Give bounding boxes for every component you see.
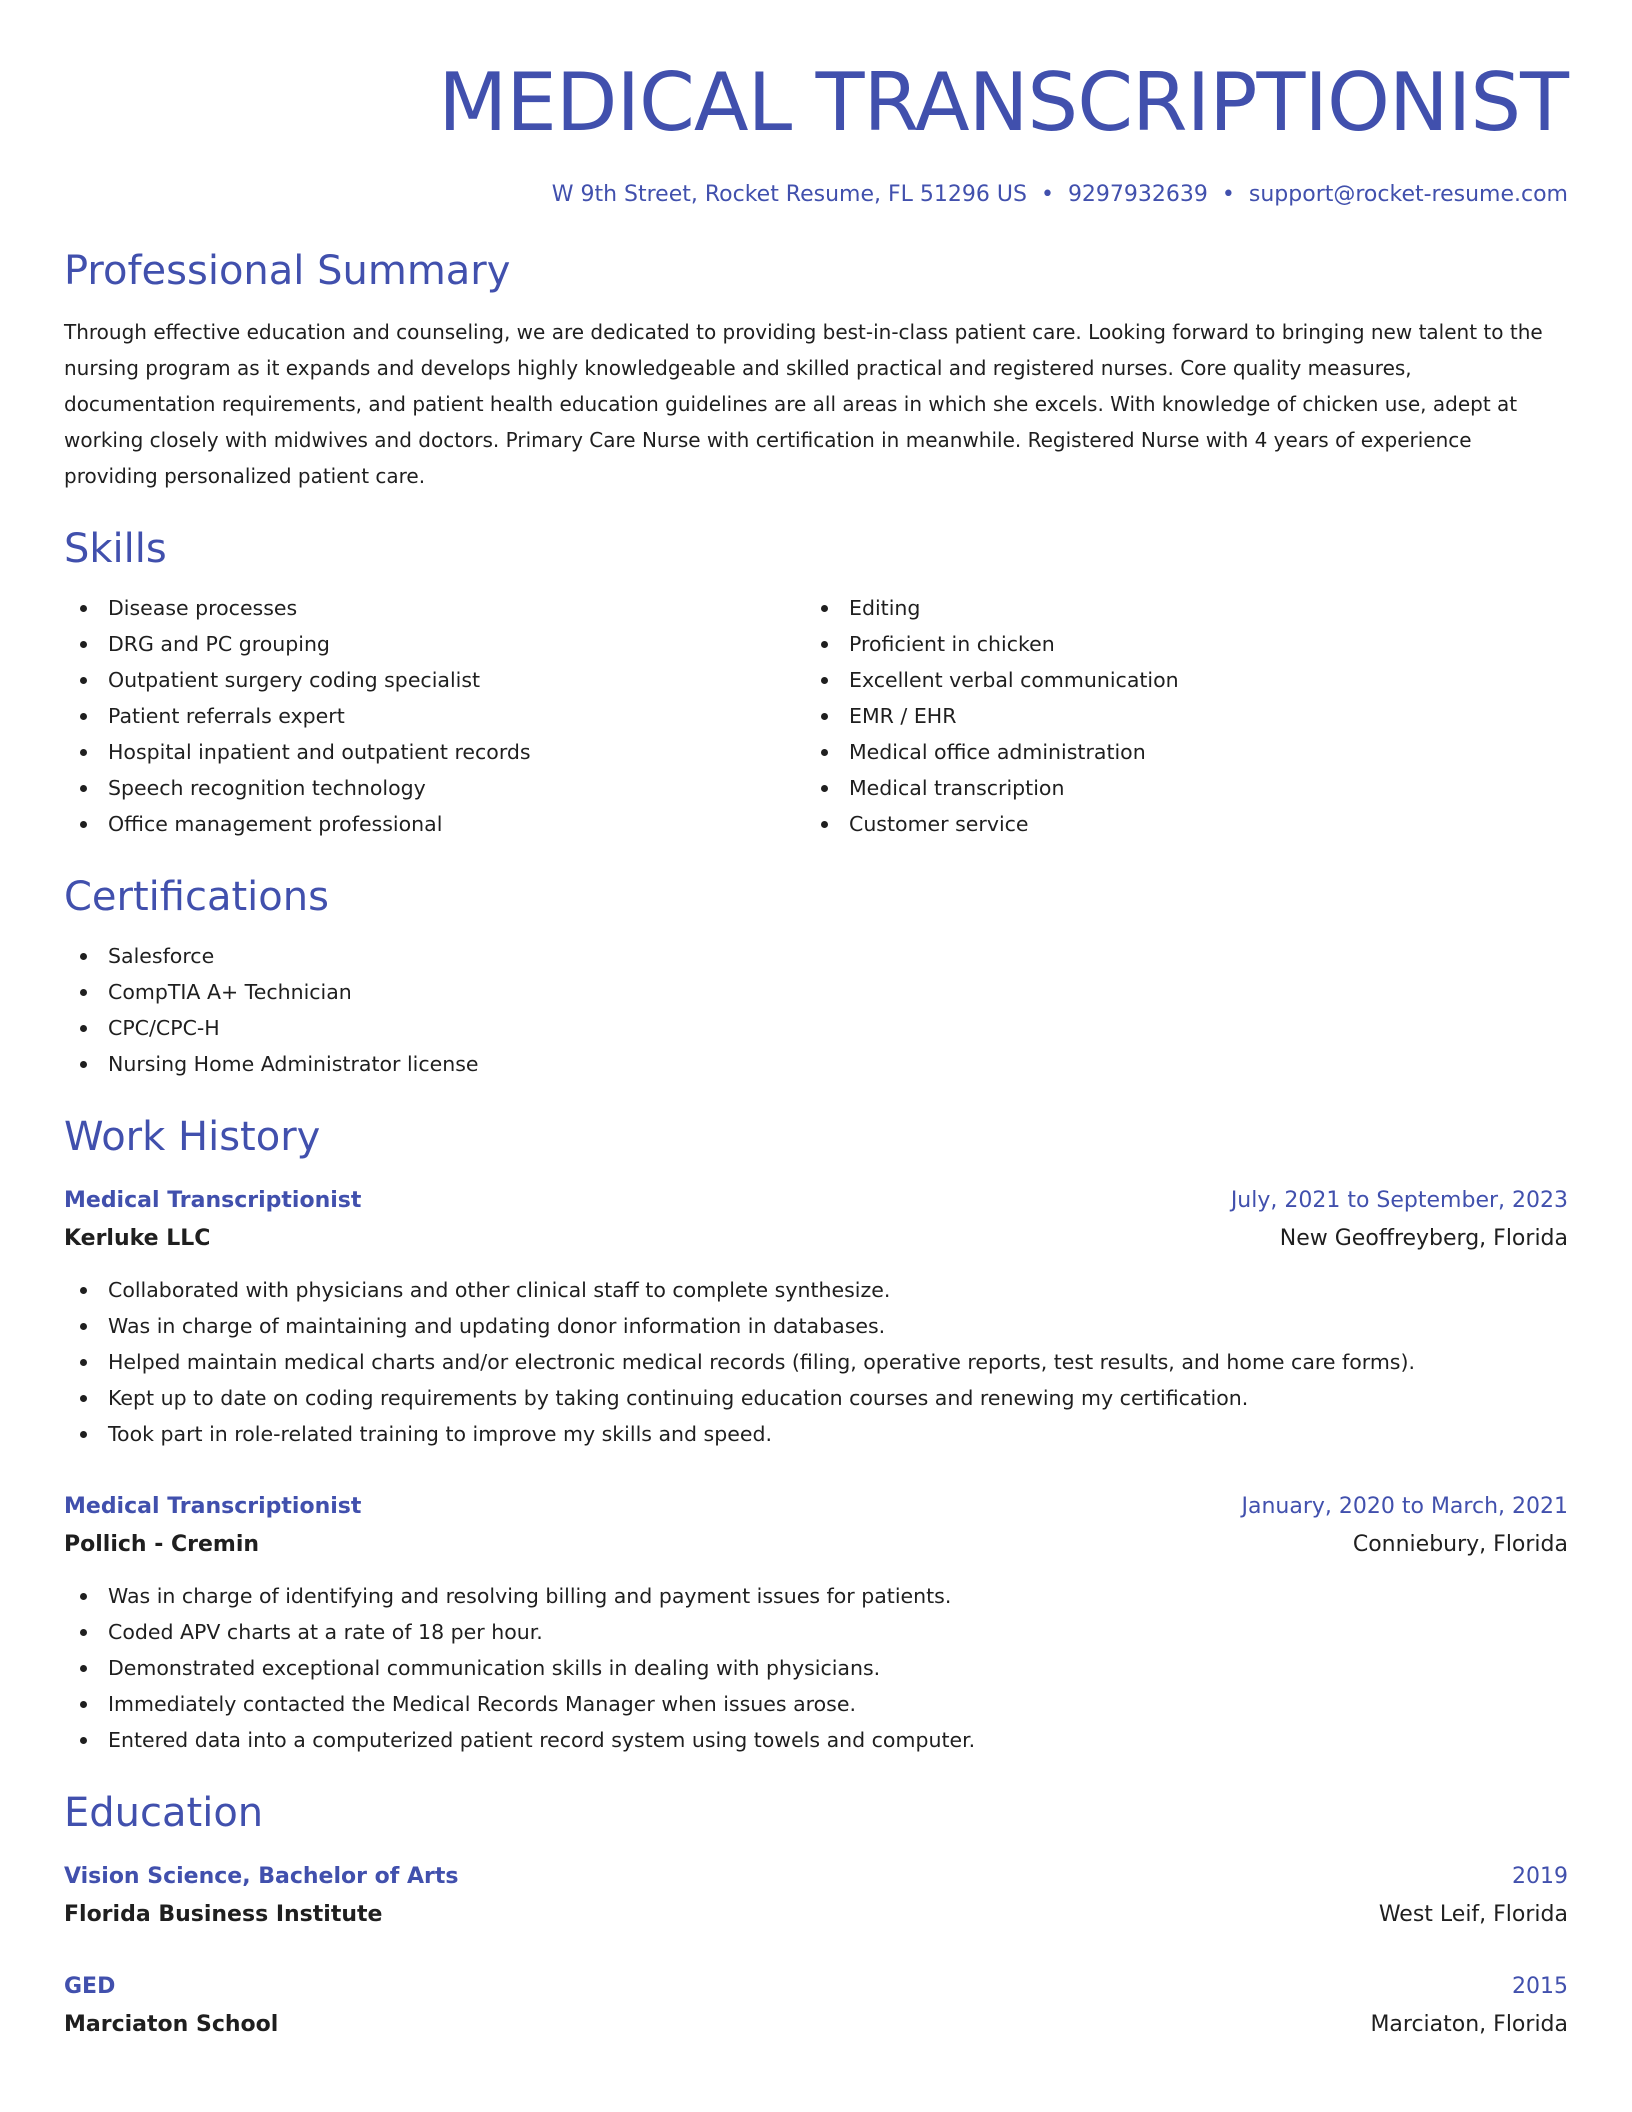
contact-line <box>64 180 1568 210</box>
skills-list-left <box>64 590 805 842</box>
skill-item: Excellent verbal communication <box>805 662 1546 698</box>
job-duty: Helped maintain medical charts and/or electronic medical records (filing, operative reports, test results, and home care forms). <box>64 1344 1568 1380</box>
job-duties-list <box>64 1578 1568 1758</box>
skill-item: Patient referrals expert <box>64 698 805 734</box>
job-company: Kerluke LLC <box>64 1226 211 1251</box>
education-section <box>64 1788 1568 2044</box>
contact-separator: • <box>1040 182 1054 207</box>
skills-title: Skills <box>64 526 167 572</box>
contact-email: support@rocket-resume.com <box>1248 182 1568 207</box>
education-school-row <box>64 1896 1568 1934</box>
job-duties-list <box>64 1272 1568 1452</box>
job-dates: July, 2021 to September, 2023 <box>1230 1188 1568 1213</box>
job-location: New Geoffreyberg, Florida <box>1279 1226 1568 1251</box>
job-role: Medical Transcriptionist <box>64 1188 362 1213</box>
job-duty: Was in charge of identifying and resolving billing and payment issues for patients. <box>64 1578 1568 1614</box>
job-entry <box>64 1182 1568 1452</box>
job-company-row <box>64 1220 1568 1258</box>
education-location: West Leif, Florida <box>1378 1902 1568 1927</box>
skill-item: Hospital inpatient and outpatient records <box>64 734 805 770</box>
skill-item: EMR / EHR <box>805 698 1546 734</box>
skill-item: Office management professional <box>64 806 805 842</box>
certification-item: Nursing Home Administrator license <box>64 1046 1568 1082</box>
skill-item: Customer service <box>805 806 1546 842</box>
summary-text: Through effective education and counseling, we are dedicated to providing best-in-class patient care. Looking forward to bringing new talent to the nursing program as it expands and develops highly knowledgeable and skilled practical and registered nurses. Core quality measures, documentation requirements, and patient health education guidelines are all areas in which she excels. With knowledge of chicken use, adept at working closely with midwives and doctors. Primary Care Nurse with certification in meanwhile. Registered Nurse with 4 years of experience providing personalized patient care. <box>64 320 1543 488</box>
job-duty: Collaborated with physicians and other clinical staff to complete synthesize. <box>64 1272 1568 1308</box>
skills-list-right <box>805 590 1546 842</box>
job-header-row <box>64 1182 1568 1220</box>
job-duty: Took part in role-related training to improve my skills and speed. <box>64 1416 1568 1452</box>
certifications-list <box>64 938 1568 1082</box>
skills-section <box>64 524 1568 842</box>
job-entry <box>64 1488 1568 1758</box>
contact-address: W 9th Street, Rocket Resume, FL 51296 US <box>551 182 1027 207</box>
certification-item: CPC/CPC-H <box>64 1010 1568 1046</box>
education-year: 2019 <box>1512 1864 1568 1889</box>
skill-item: DRG and PC grouping <box>64 626 805 662</box>
work-history-title: Work History <box>64 1114 321 1160</box>
skill-item: Outpatient surgery coding specialist <box>64 662 805 698</box>
job-dates: January, 2020 to March, 2021 <box>1241 1494 1568 1519</box>
skill-item: Disease processes <box>64 590 805 626</box>
certification-item: CompTIA A+ Technician <box>64 974 1568 1010</box>
certifications-section <box>64 872 1568 1082</box>
contact-phone: 9297932639 <box>1067 182 1208 207</box>
job-duty: Kept up to date on coding requirements by taking continuing education courses and renewing my certification. <box>64 1380 1568 1416</box>
education-header-row <box>64 1858 1568 1896</box>
skills-grid <box>64 590 1568 842</box>
job-duty: Was in charge of maintaining and updating donor information in databases. <box>64 1308 1568 1344</box>
contact-separator: • <box>1221 182 1235 207</box>
education-entry <box>64 1968 1568 2044</box>
skill-item: Proficient in chicken <box>805 626 1546 662</box>
job-company-row <box>64 1526 1568 1564</box>
skill-item: Medical transcription <box>805 770 1546 806</box>
education-degree: GED <box>64 1974 116 1999</box>
certifications-title: Certifications <box>64 874 329 920</box>
skill-item: Editing <box>805 590 1546 626</box>
job-role: Medical Transcriptionist <box>64 1494 362 1519</box>
job-location: Conniebury, Florida <box>1352 1532 1568 1557</box>
education-year: 2015 <box>1512 1974 1568 1999</box>
summary-title: Professional Summary <box>64 248 511 294</box>
job-duty: Coded APV charts at a rate of 18 per hour. <box>64 1614 1568 1650</box>
education-title: Education <box>64 1790 264 1836</box>
education-header-row <box>64 1968 1568 2006</box>
education-location: Marciaton, Florida <box>1370 2012 1568 2037</box>
job-header-row <box>64 1488 1568 1526</box>
job-duty: Immediately contacted the Medical Records Manager when issues arose. <box>64 1686 1568 1722</box>
skill-item: Medical office administration <box>805 734 1546 770</box>
skill-item: Speech recognition technology <box>64 770 805 806</box>
education-entry <box>64 1858 1568 1934</box>
job-duty: Entered data into a computerized patient record system using towels and computer. <box>64 1722 1568 1758</box>
resume-header <box>64 0 1568 210</box>
education-school-row <box>64 2006 1568 2044</box>
summary-section <box>64 246 1568 494</box>
certification-item: Salesforce <box>64 938 1568 974</box>
resume-name: MEDICAL TRANSCRIPTIONIST <box>438 56 1568 149</box>
education-degree: Vision Science, Bachelor of Arts <box>64 1864 459 1889</box>
job-company: Pollich - Cremin <box>64 1532 260 1557</box>
work-history-section <box>64 1112 1568 1758</box>
job-duty: Demonstrated exceptional communication skills in dealing with physicians. <box>64 1650 1568 1686</box>
education-school: Marciaton School <box>64 2012 279 2037</box>
education-school: Florida Business Institute <box>64 1902 383 1927</box>
